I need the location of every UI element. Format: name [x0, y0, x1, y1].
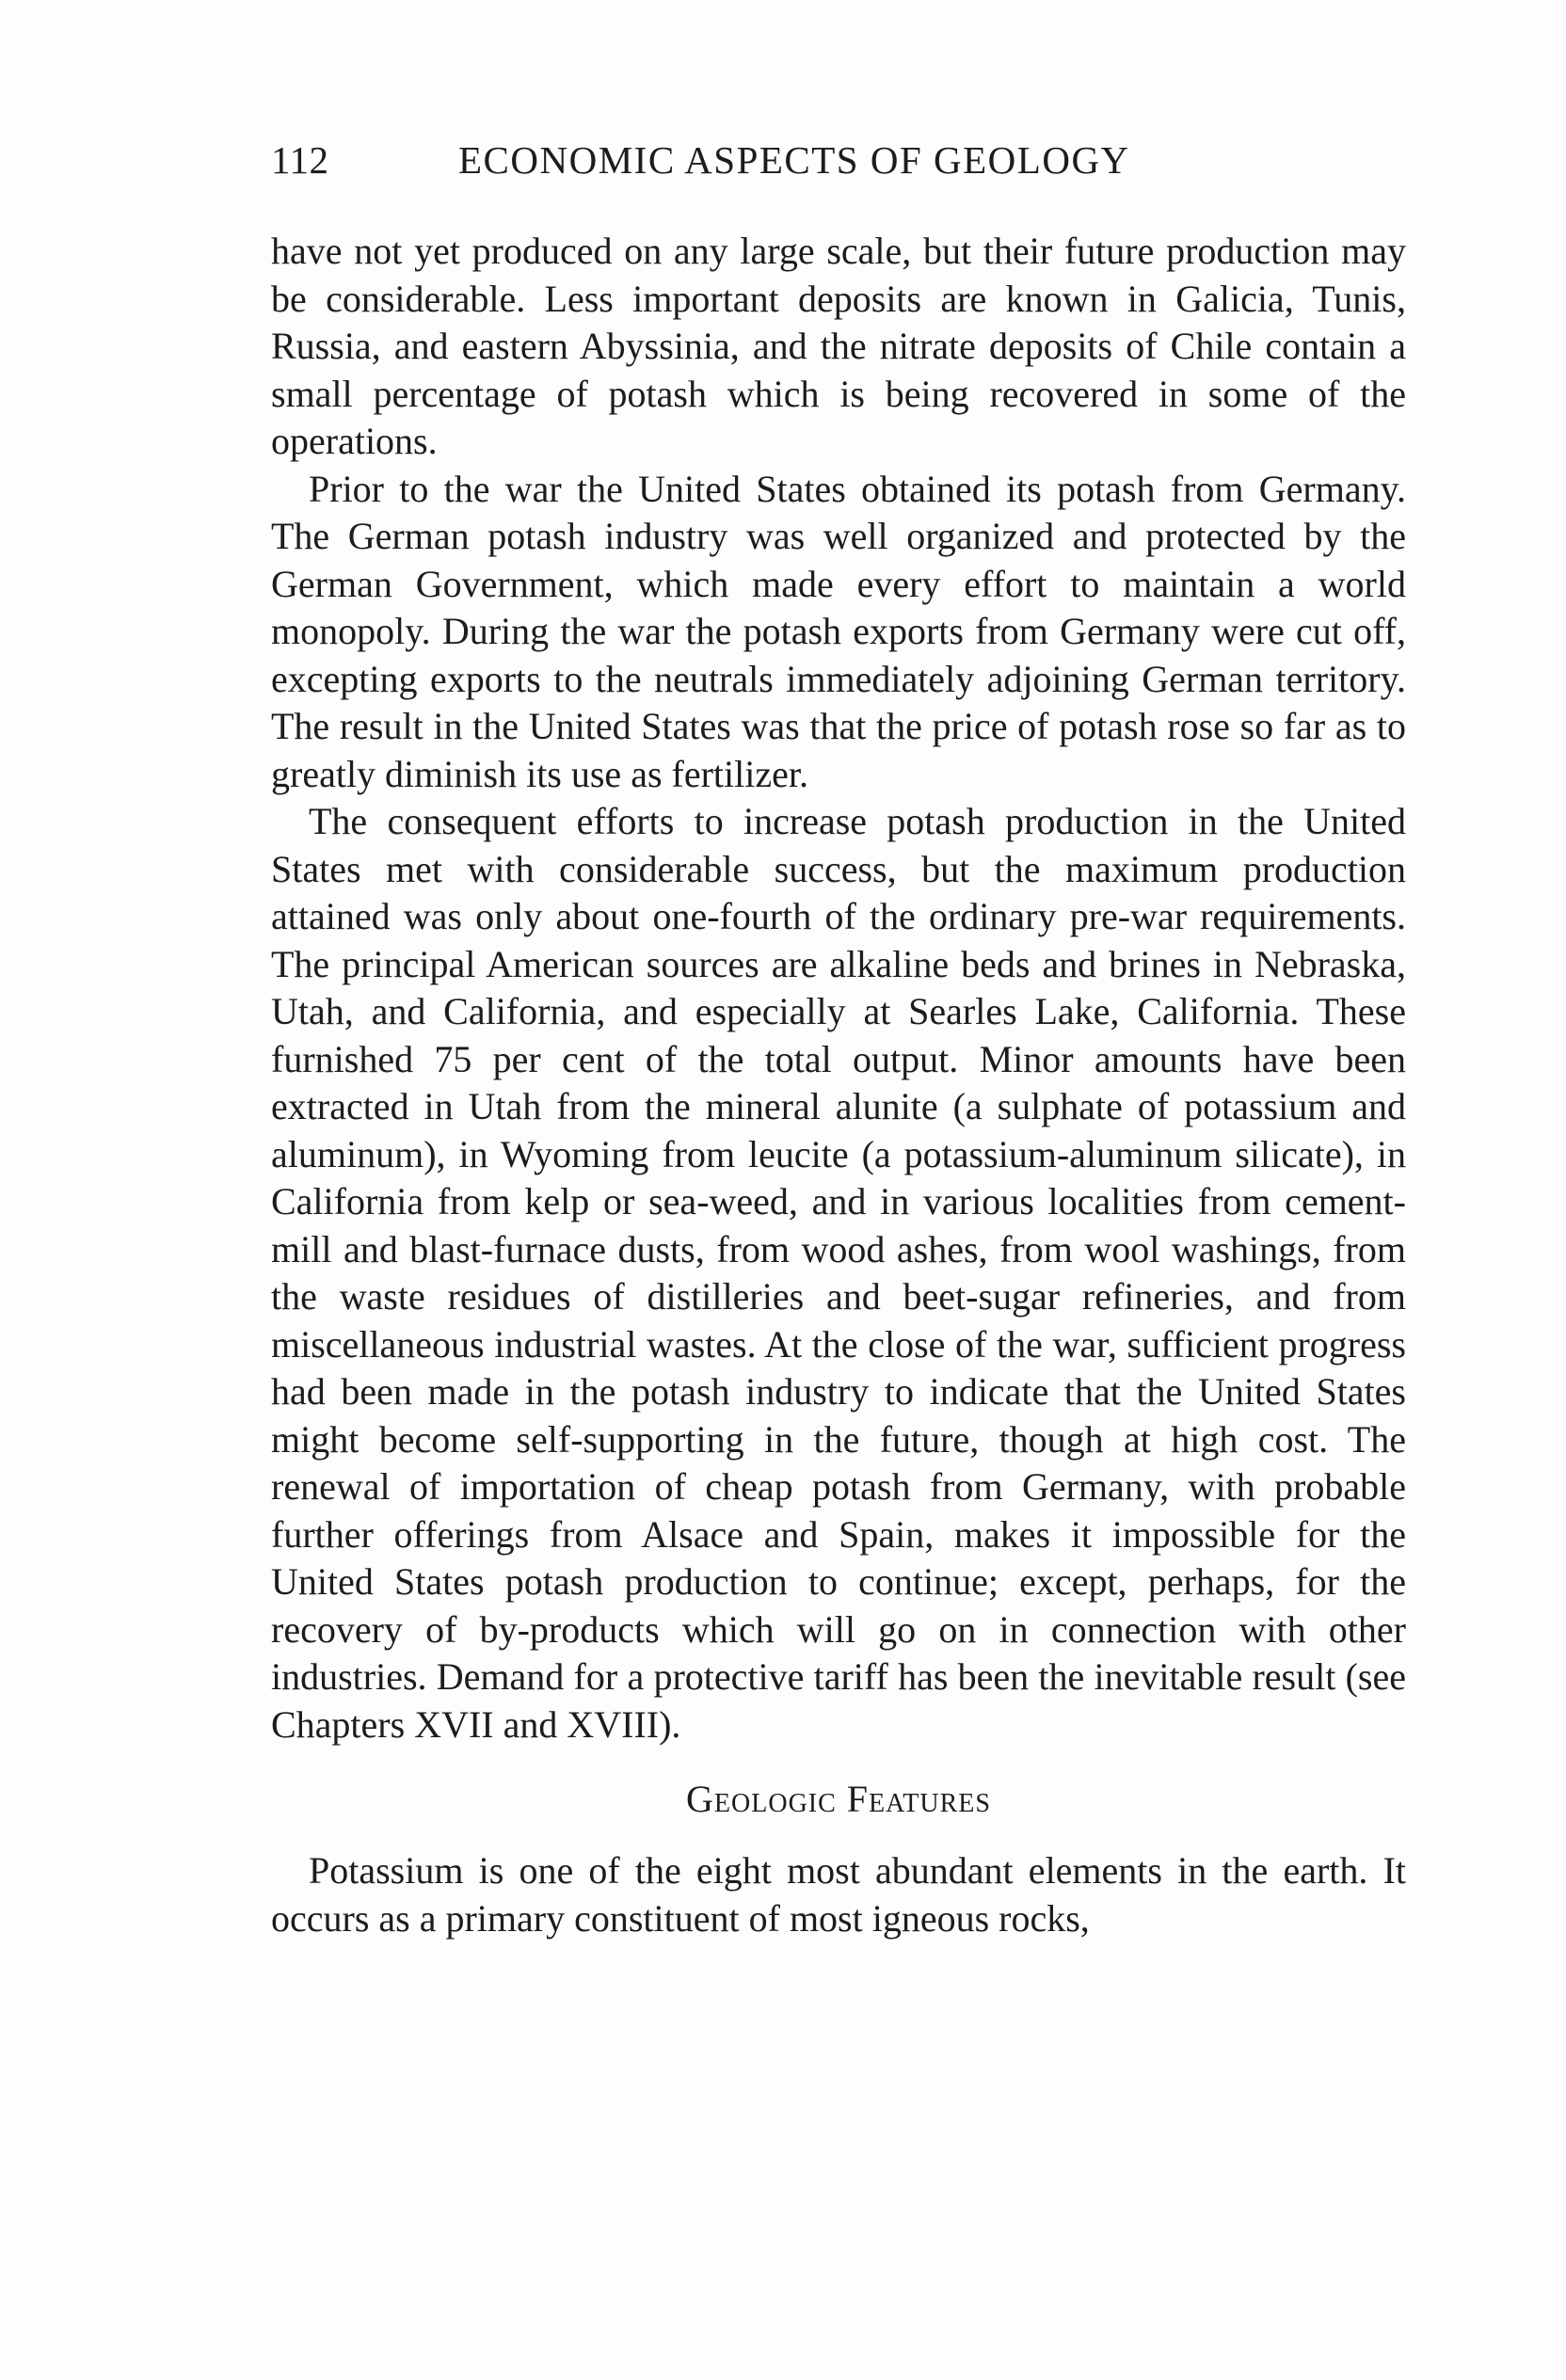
paragraph-geologic-features: Potassium is one of the eight most abundant elements in the earth. It occurs as a primary constituent of most igneous rocks, [271, 1849, 1406, 1940]
paragraph-continuation: have not yet produced on any large scale, but their future production may be considerable. Less important deposits are known in Galicia, Tunis, Russia, and eastern Abyssinia, and the nitrate deposits of Chile contain a small percentage of potash which is being recovered in some of the operations. [271, 230, 1406, 462]
running-title: ECONOMIC ASPECTS OF GEOLOGY [458, 138, 1130, 182]
running-header [271, 134, 1382, 186]
paragraph-prewar-imports: Prior to the war the United States obtained its potash from Germany. The German potash industry was well organized and protected by the German Government, which made every effort to maintain a world monopoly. During the war the potash exports from Germany were cut off, excepting exports to the neutrals immediately adjoining German territory. The result in the United States was that the price of potash rose so far as to greatly diminish its use as fertilizer. [271, 467, 1406, 795]
paragraph-domestic-production: The consequent efforts to increase potash production in the United States met with considerable success, but the maximum production attained was only about one-fourth of the ordinary pre-war requirements. The principal American sources are alkaline beds and brines in Nebraska, Utah, and California, and especially at Searles Lake, California. These furnished 75 per cent of the total output. Minor amounts have been extracted in Utah from the mineral alunite (a sulphate of potassium and aluminum), in Wyoming from leucite (a potassium-aluminum silicate), in California from kelp or sea-weed, and in various localities from cement-mill and blast-furnace dusts, from wood ashes, from wool washings, from the waste residues of distilleries and beet-sugar refineries, and from miscellaneous industrial wastes. At the close of the war, sufficient progress had been made in the potash industry to indicate that the United States might become self-supporting in the future, though at high cost. The renewal of importation of cheap potash from Germany, with probable further offerings from Alsace and Spain, makes it impossible for the United States potash production to continue; except, perhaps, for the recovery of by-products which will go on in connection with other industries. Demand for a protective tariff has been the inevitable result (see Chapters XVII and XVIII). [271, 800, 1406, 1746]
body-text [271, 228, 1406, 1942]
section-heading: Geologic Features [686, 1778, 991, 1820]
page-number: 112 [271, 138, 329, 182]
